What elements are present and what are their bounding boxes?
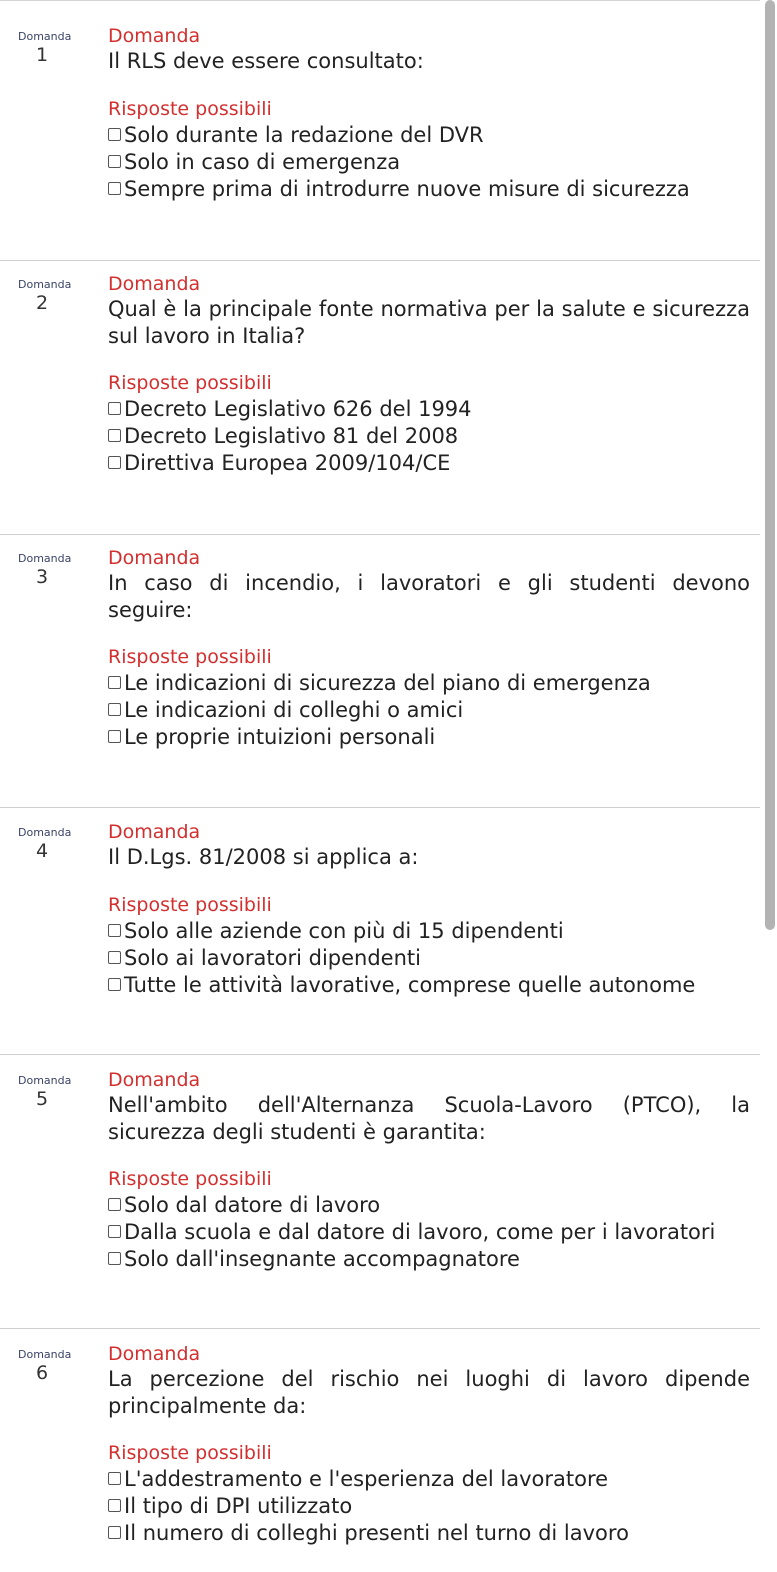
- answer-option[interactable]: [108, 696, 758, 723]
- question-2: [0, 272, 760, 544]
- answers-heading: Risposte possibili: [108, 1442, 272, 1464]
- answer-list: [108, 669, 758, 750]
- answers-heading: Risposte possibili: [108, 372, 272, 394]
- answer-option[interactable]: [108, 944, 758, 971]
- question-label: Domanda: [18, 826, 72, 839]
- checkbox-icon[interactable]: [108, 676, 121, 689]
- question-divider: [0, 807, 760, 808]
- answer-text: Solo dal datore di lavoro: [124, 1192, 381, 1217]
- question-number: 1: [35, 44, 49, 66]
- scrollbar[interactable]: [763, 0, 777, 1572]
- answer-option[interactable]: [108, 1492, 758, 1519]
- question-5: [0, 1068, 760, 1340]
- answer-option[interactable]: [108, 1218, 758, 1245]
- answer-text: Il tipo di DPI utilizzato: [124, 1493, 353, 1518]
- question-3: [0, 546, 760, 818]
- answer-option[interactable]: [108, 1245, 758, 1272]
- checkbox-icon[interactable]: [108, 730, 121, 743]
- question-number: 2: [35, 292, 49, 314]
- checkbox-icon[interactable]: [108, 1225, 121, 1238]
- answer-option[interactable]: [108, 917, 758, 944]
- question-text: Qual è la principale fonte normativa per la salute e sicurezza sul lavoro in Italia?: [108, 297, 750, 348]
- question-divider: [0, 534, 760, 535]
- answer-option[interactable]: [108, 1519, 758, 1546]
- checkbox-icon[interactable]: [108, 402, 121, 415]
- answer-text: Il numero di colleghi presenti nel turno di lavoro: [124, 1520, 629, 1545]
- answer-option[interactable]: [108, 971, 758, 998]
- answer-list: [108, 1465, 758, 1546]
- answer-option[interactable]: [108, 669, 758, 696]
- answer-text: Solo dall'insegnante accompagnatore: [124, 1246, 520, 1271]
- question-number: 4: [35, 840, 49, 862]
- answer-text: Decreto Legislativo 81 del 2008: [124, 423, 459, 448]
- answer-option[interactable]: [108, 175, 758, 202]
- question-6: [0, 1342, 760, 1572]
- answer-text: Direttiva Europea 2009/104/CE: [124, 450, 451, 475]
- answer-option[interactable]: [108, 1465, 758, 1492]
- answer-list: [108, 121, 758, 202]
- answer-option[interactable]: [108, 148, 758, 175]
- answers-heading: Risposte possibili: [108, 1168, 272, 1190]
- question-heading: Domanda: [108, 1343, 201, 1365]
- question-1: [0, 24, 760, 296]
- question-label: Domanda: [18, 30, 72, 43]
- question-4: [0, 820, 760, 1092]
- checkbox-icon[interactable]: [108, 128, 121, 141]
- question-heading: Domanda: [108, 25, 201, 47]
- answer-text: Solo ai lavoratori dipendenti: [124, 945, 421, 970]
- answer-text: Decreto Legislativo 626 del 1994: [124, 396, 472, 421]
- checkbox-icon[interactable]: [108, 1472, 121, 1485]
- question-heading: Domanda: [108, 547, 201, 569]
- question-divider: [0, 260, 760, 261]
- checkbox-icon[interactable]: [108, 182, 121, 195]
- answer-list: [108, 917, 758, 998]
- answer-text: Solo durante la redazione del DVR: [124, 122, 484, 147]
- checkbox-icon[interactable]: [108, 429, 121, 442]
- question-divider: [0, 1054, 760, 1055]
- answer-option[interactable]: [108, 1191, 758, 1218]
- answers-heading: Risposte possibili: [108, 646, 272, 668]
- question-number: 3: [35, 566, 49, 588]
- answer-text: Le proprie intuizioni personali: [124, 724, 436, 749]
- checkbox-icon[interactable]: [108, 1198, 121, 1211]
- checkbox-icon[interactable]: [108, 951, 121, 964]
- answer-text: Dalla scuola e dal datore di lavoro, come per i lavoratori: [124, 1219, 716, 1244]
- answer-option[interactable]: [108, 723, 758, 750]
- question-divider: [0, 1328, 760, 1329]
- answer-text: Tutte le attività lavorative, comprese quelle autonome: [124, 972, 696, 997]
- answer-list: [108, 395, 758, 476]
- answer-text: Le indicazioni di colleghi o amici: [124, 697, 464, 722]
- question-heading: Domanda: [108, 273, 201, 295]
- checkbox-icon[interactable]: [108, 155, 121, 168]
- question-text: In caso di incendio, i lavoratori e gli studenti devono seguire:: [108, 571, 750, 622]
- answer-option[interactable]: [108, 121, 758, 148]
- checkbox-icon[interactable]: [108, 1499, 121, 1512]
- question-text: Nell'ambito dell'Alternanza Scuola-Lavoro (PTCO), la sicurezza degli studenti è garantita:: [108, 1093, 750, 1144]
- answer-text: Solo alle aziende con più di 15 dipendenti: [124, 918, 564, 943]
- answers-heading: Risposte possibili: [108, 98, 272, 120]
- question-number: 5: [35, 1088, 49, 1110]
- checkbox-icon[interactable]: [108, 1252, 121, 1265]
- checkbox-icon[interactable]: [108, 924, 121, 937]
- answers-heading: Risposte possibili: [108, 894, 272, 916]
- answer-text: Solo in caso di emergenza: [124, 149, 401, 174]
- answer-text: Sempre prima di introdurre nuove misure di sicurezza: [124, 176, 690, 201]
- answer-list: [108, 1191, 758, 1272]
- checkbox-icon[interactable]: [108, 456, 121, 469]
- answer-text: L'addestramento e l'esperienza del lavoratore: [124, 1466, 609, 1491]
- answer-option[interactable]: [108, 395, 758, 422]
- question-label: Domanda: [18, 1074, 72, 1087]
- answer-text: Le indicazioni di sicurezza del piano di emergenza: [124, 670, 651, 695]
- question-heading: Domanda: [108, 821, 201, 843]
- question-label: Domanda: [18, 1348, 72, 1361]
- question-text: Il D.Lgs. 81/2008 si applica a:: [108, 845, 419, 869]
- question-text: Il RLS deve essere consultato:: [108, 49, 424, 73]
- answer-option[interactable]: [108, 422, 758, 449]
- top-divider: [0, 0, 760, 5]
- question-number: 6: [35, 1362, 49, 1384]
- scrollbar-thumb[interactable]: [765, 0, 775, 930]
- question-label: Domanda: [18, 278, 72, 291]
- question-heading: Domanda: [108, 1069, 201, 1091]
- question-text: La percezione del rischio nei luoghi di lavoro dipende principalmente da:: [108, 1367, 750, 1418]
- checkbox-icon[interactable]: [108, 978, 121, 991]
- question-label: Domanda: [18, 552, 72, 565]
- checkbox-icon[interactable]: [108, 1526, 121, 1539]
- checkbox-icon[interactable]: [108, 703, 121, 716]
- answer-option[interactable]: [108, 449, 758, 476]
